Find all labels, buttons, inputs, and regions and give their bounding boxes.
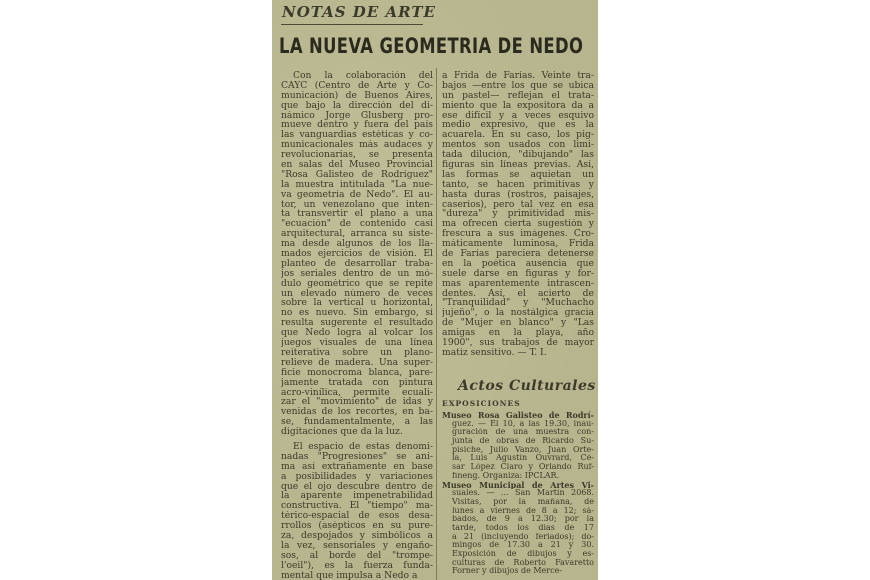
text-line: ese difícil y a veces esquivo: [442, 110, 594, 121]
text-line: suele darse en figuras y for-: [442, 268, 594, 279]
text-line: l'oeil"), es la fuerza funda-: [281, 560, 433, 571]
text-line: suales. — ... San Martín 2068.: [452, 489, 594, 498]
text-line: arquitectural, arranca su siste-: [281, 229, 433, 240]
text-line: miento que la expositora da a: [442, 100, 594, 111]
text-line: nadas "Progresiones" se ani-: [281, 451, 433, 462]
text-line: no es nuevo. Sin embargo, sí: [281, 308, 433, 319]
text-line: mental que impulsa a Nedo a: [281, 570, 418, 580]
text-line: venidas de los recortes, en ba-: [281, 407, 433, 418]
text-line: sobre la vertical u horizontal,: [281, 298, 433, 309]
text-line: a 21 (incluyendo feriados); do-: [452, 532, 594, 541]
section-rule: [281, 24, 423, 25]
text-line: Exposición de dibujos y es-: [452, 550, 594, 558]
text-line: bados, de 9 a 12.30; por la: [452, 515, 594, 524]
text-line: máticamente luminosa, Frida: [442, 239, 594, 250]
text-line: hasta duras (rostros, paisajes,: [442, 189, 594, 200]
text-line: frescura a sus imágenes. Cro-: [442, 229, 594, 240]
text-line: caseríos), pero tal vez en esa: [442, 199, 594, 210]
text-line: resulta sugerente el resultado: [281, 318, 433, 329]
text-line: "dureza" y primitividad mis-: [442, 209, 594, 220]
text-line: planteo de desarrollar traba-: [281, 258, 433, 269]
text-line: ma desde algunos de los lla-: [281, 239, 433, 250]
text-line: ta transvertir el plano a una: [281, 209, 433, 220]
text-line: en la poética ausencia que: [442, 258, 594, 269]
text-line: la vez, sensoriales y engaño-: [281, 540, 433, 551]
text-line: Museo Municipal de Artes Vi-: [442, 480, 594, 490]
text-line: a Frida de Farías. Veinte tra-: [442, 71, 594, 81]
text-line: un pastel— reflejan el trata-: [442, 90, 594, 101]
text-line: za, despojados y simbólicos a: [281, 530, 433, 541]
text-line: se, fundamentalmente, a las: [281, 417, 433, 428]
text-line: figuras sin líneas previas. Así,: [442, 160, 594, 170]
text-line: Museo Rosa Galisteo de Rodrí-: [442, 411, 594, 420]
text-line: matiz sensitivo. — T. I.: [442, 347, 547, 358]
text-line: acuarela. En su caso, los pig-: [442, 130, 594, 141]
text-line: pisiche, Julio Vanzo, Juan Orte-: [452, 445, 594, 454]
text-line: las vanguardias estéticas y co-: [281, 130, 433, 141]
text-line: dulo geométrico que se repite: [281, 278, 433, 289]
text-line: guez. — El 10, a las 19.30, inau-: [452, 419, 594, 428]
text-line: en salas del Museo Provincial: [281, 160, 433, 170]
text-line: sos, al borde del "trompe-: [281, 550, 433, 561]
text-line: tada dilución, "dibujando" las: [442, 150, 594, 161]
text-line: junta de obras de Ricardo Su-: [452, 437, 594, 446]
newspaper-clipping: [272, 0, 598, 580]
text-line: "ecuación" de contenido casi: [281, 219, 433, 230]
text-line: Con la colaboración del: [293, 71, 433, 81]
text-line: sar López Claro y Orlando Ruf-: [452, 463, 594, 472]
text-line: Visitas, por la mañana, de: [452, 497, 594, 506]
text-line: Forner y dibujos de Merce-: [452, 567, 563, 576]
actos-listings: [442, 411, 594, 576]
text-line: la, Luis Agustín Ouvrard, Cé-: [452, 454, 594, 463]
text-line: de "Mujer en blanco" y "Las: [442, 318, 594, 329]
text-line: juegos visuales de una línea: [281, 338, 433, 348]
exposiciones-subheading: EXPOSICIONES: [442, 399, 521, 408]
text-line: culturas de Roberto Favaretto: [452, 558, 594, 567]
text-line: revolucionarias, se presenta: [281, 150, 433, 161]
text-line: rrollos (asépticos en su pure-: [281, 521, 433, 531]
text-line: El espacio de estas denomi-: [293, 441, 433, 452]
text-line: va geometría de Nedo". El au-: [281, 189, 433, 200]
text-line: "Rosa Galisteo de Rodríguez": [281, 169, 433, 180]
article-column-left: [281, 71, 433, 580]
text-line: lunes a viernes de 8 a 12; sá-: [452, 506, 594, 515]
text-line: mados ejercicios de visión. El: [281, 249, 433, 259]
text-line: reiterativa sobre un plano-: [281, 347, 433, 358]
text-line: mingos de 17.30 a 21 y 30.: [452, 541, 594, 550]
text-line: a posibilidades y variaciones: [281, 471, 433, 482]
text-line: 1900", sus trabajos de mayor: [442, 338, 594, 348]
text-line: mueve dentro y fuera del país: [281, 120, 433, 131]
text-line: la aparente impenetrabilidad: [281, 491, 433, 502]
text-line: amigas en la playa, año: [442, 328, 594, 339]
headline: LA NUEVA GEOMETRIA DE NEDO: [279, 34, 584, 58]
text-line: ma así extrañamente en base: [281, 461, 433, 472]
text-line: guración de una muestra con-: [452, 428, 594, 437]
text-line: jamente tratada con pintura: [281, 377, 433, 388]
text-line: digitaciones que da la luz.: [281, 427, 403, 437]
text-line: acro-vinílica, permite ecuali-: [281, 387, 433, 398]
text-line: námico Jorge Glusberg pro-: [281, 110, 433, 121]
text-line: municacionales más audaces y: [281, 140, 433, 151]
text-line: dentes. Así, el acierto de: [442, 288, 594, 299]
text-line: tanto, se hacen primitivas y: [442, 179, 594, 190]
text-line: constructiva. El "tiempo" ma-: [281, 501, 433, 512]
text-line: relieve de madera. Una super-: [281, 357, 433, 368]
text-line: tor, un venezolano que inten-: [281, 199, 433, 210]
section-label: NOTAS DE ARTE: [282, 3, 436, 21]
text-line: mas aparentemente intrascen-: [442, 278, 594, 289]
text-line: un elevado número de veces: [281, 288, 433, 299]
text-line: fineng. Organiza: IPCLAR.: [452, 471, 560, 480]
article-column-right: [442, 71, 594, 358]
text-line: que el ojo descubre dentro de: [281, 481, 433, 492]
text-line: "Tranquilidad" y "Muchacho: [442, 298, 594, 309]
text-line: tarde, todos los días de 17: [452, 523, 594, 532]
text-line: jujeño", o la nostálgica gracia: [442, 308, 594, 319]
text-line: bajos —entre los que se ubica: [442, 80, 594, 91]
text-line: que bajo la dirección del di-: [281, 100, 433, 111]
text-line: medio expresivo, que es la: [442, 120, 594, 131]
text-line: que Nedo logra al volcar los: [281, 328, 433, 339]
text-line: zar el "movimiento" de idas y: [281, 397, 433, 408]
text-line: la muestra intitulada "La nue-: [281, 179, 433, 190]
text-line: CAYC (Centro de Arte y Co-: [281, 80, 433, 91]
column-divider: [436, 68, 437, 580]
text-line: jos seriales dentro de un mó-: [281, 268, 433, 279]
text-line: las formas se aquietan un: [442, 169, 594, 180]
text-line: de Farías pareciera detenerse: [442, 249, 594, 259]
text-line: municación) de Buenos Aires,: [281, 90, 433, 101]
text-line: mentos son usados con limi-: [442, 140, 594, 151]
text-line: ficie monocroma blanca, pare-: [281, 367, 433, 378]
text-line: ma ofrecen cierta sugestión y: [442, 219, 594, 230]
text-line: térico-espacial de esos desa-: [281, 511, 433, 522]
actos-culturales-heading: Actos Culturales: [458, 378, 596, 394]
